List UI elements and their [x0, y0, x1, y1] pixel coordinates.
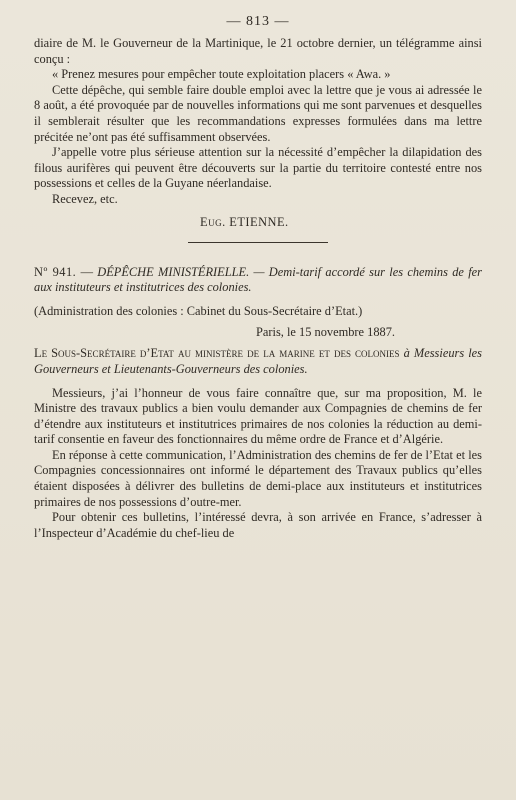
- closing-formula: Recevez, etc.: [52, 191, 118, 206]
- paragraph: Cette dépêche, qui semble faire double emploi avec la lettre que je vous ai adressée le 8 août, a été provoquée par de nouvelles informations qui me sont parvenues et desquelles il semblerait résulter que les recommandations expresses formulées dans ma lettre précitée ne’ont pas été suffisamment observées.: [34, 82, 482, 144]
- paragraph: Pour obtenir ces bulletins, l’intéressé devra, à son arrivée en France, s’adresser à l’Inspecteur d’Académie du chef-lieu de: [34, 510, 482, 540]
- heading-dash: —: [76, 264, 98, 279]
- section-divider: [188, 242, 328, 243]
- dispatch-subtitle: — Demi-tarif accordé sur les chemins de fer aux instituteurs et institutrices des colonies.: [34, 264, 482, 295]
- address: [34, 346, 482, 377]
- paragraph: J’appelle votre plus sérieuse attention sur la nécessité d’empêcher la dilapidation des filous aurifères qui peuvent être découverts sur la partie du territoire contesté entre nos possessions et celles de la Guyane néerlandaise.: [34, 145, 482, 191]
- telegram-quote: « Prenez mesures pour empêcher toute exploitation placers « Awa. »: [52, 67, 391, 82]
- page-number: — 813 —: [226, 14, 290, 29]
- address-recipients: à Messieurs les Gouverneurs et Lieutenants-Gouverneurs des colonies.: [34, 346, 483, 376]
- administration-line: (Administration des colonies : Cabinet du Sous-Secrétaire d’Etat.): [34, 303, 363, 318]
- address-sender: Le Sous-Secrétaire d’Etat au ministère de la marine et des colonies: [34, 346, 400, 361]
- dateline: Paris, le 15 novembre 1887.: [256, 325, 396, 340]
- dispatch-heading: [34, 265, 482, 296]
- paragraph-continuation: diaire de M. le Gouverneur de la Martinique, le 21 octobre dernier, un télégramme ainsi conçu :: [34, 36, 482, 66]
- dispatch-title: DÉPÊCHE MINISTÉRIELLE.: [97, 264, 250, 279]
- signature: Eug. ETIENNE.: [200, 214, 289, 229]
- paragraph: Messieurs, j’ai l’honneur de vous faire connaître que, sur ma proposition, M. le Ministre des travaux publics a bien voulu demander aux Compagnies de chemins de fer d’étendre aux instituteurs et institutrices primaires de nos colonies la réduction au demi-tarif consentie en faveur des fonctionnaires du même ordre de France et d’Algérie.: [34, 385, 482, 447]
- paragraph: En réponse à cette communication, l’Administration des chemins de fer de l’Etat et les Compagnies concessionnaires ont informé le département des Travaux publics qu’elles étaient disposées à délivrer des bulletins de demi-place aux instituteurs et institutrices primaires de nos possessions d’outre-mer.: [34, 447, 482, 509]
- dispatch-number: Nº 941.: [34, 264, 77, 279]
